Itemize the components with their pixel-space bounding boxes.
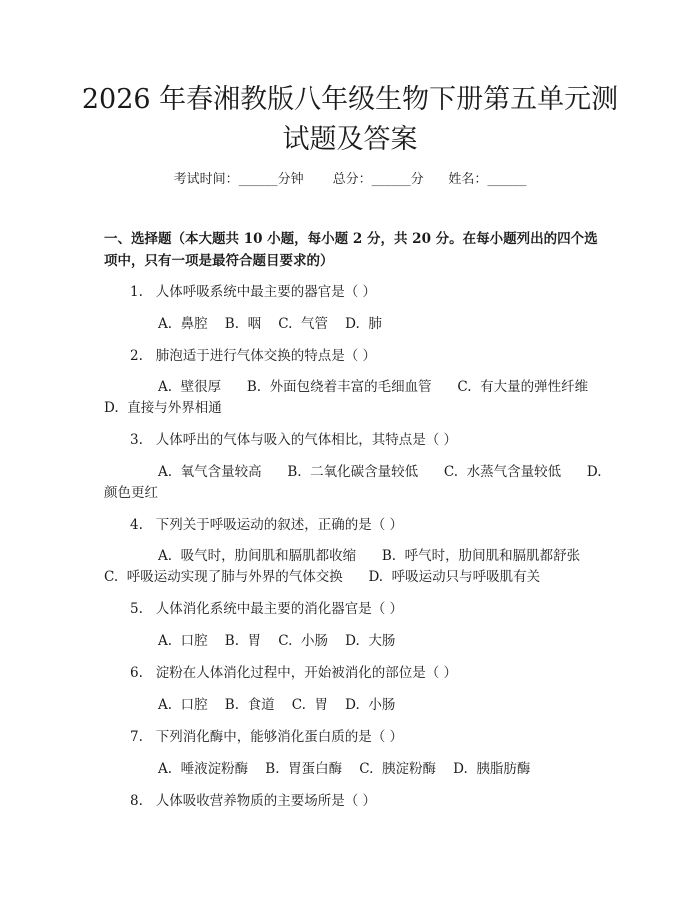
name-blank: ______	[487, 172, 527, 187]
question-5-options: A. 口腔 B. 胃 C. 小肠 D. 大肠	[158, 633, 396, 649]
question-1-options: A. 鼻腔 B. 咽 C. 气管 D. 肺	[158, 316, 382, 332]
question-number: 5.	[130, 601, 143, 617]
exam-info-line	[0, 168, 700, 187]
question-stem: 淀粉在人体消化过程中，开始被消化的部位是（ ）	[155, 665, 458, 681]
time-unit: 分钟	[277, 172, 304, 187]
question-stem: 下列消化酶中，能够消化蛋白质的是（ ）	[155, 729, 404, 745]
question-8	[130, 791, 376, 811]
question-number: 8.	[130, 793, 143, 809]
question-4-options-line-1: A. 吸气时，肋间肌和膈肌都收缩 B. 呼气时，肋间肌和膈肌都舒张	[158, 548, 581, 564]
section-heading-line-2: 项中，只有一项是最符合题目要求的）	[104, 253, 334, 269]
question-3	[130, 430, 457, 450]
question-stem: 下列关于呼吸运动的叙述，正确的是（ ）	[155, 517, 404, 533]
question-6	[130, 663, 457, 683]
question-number: 1.	[130, 284, 143, 300]
score-blank: ______	[371, 172, 411, 187]
question-7-options: A. 唾液淀粉酶 B. 胃蛋白酶 C. 胰淀粉酶 D. 胰脂肪酶	[158, 761, 531, 777]
section-heading-line-1: 一、选择题（本大题共 10 小题，每小题 2 分，共 20 分。在每小题列出的四个选	[104, 231, 598, 247]
question-stem: 人体吸收营养物质的主要场所是（ ）	[155, 793, 377, 809]
question-5	[130, 599, 403, 619]
question-stem: 人体呼出的气体与吸入的气体相比，其特点是（ ）	[155, 432, 458, 448]
question-number: 2.	[130, 348, 143, 364]
question-4-options-line-2: C. 呼吸运动实现了肺与外界的气体交换 D. 呼吸运动只与呼吸肌有关	[104, 569, 541, 585]
question-stem: 人体呼吸系统中最主要的器官是（ ）	[155, 284, 377, 300]
question-3-options-line-2: 颜色更红	[104, 485, 158, 501]
question-number: 6.	[130, 665, 143, 681]
exam-title-line-2: 试题及答案	[282, 124, 418, 155]
question-stem: 肺泡适于进行气体交换的特点是（ ）	[155, 348, 377, 364]
time-label: 考试时间：	[173, 172, 239, 187]
score-label: 总分：	[332, 172, 372, 187]
question-7	[130, 727, 403, 747]
question-2-options-line-1: A. 壁很厚 B. 外面包绕着丰富的毛细血管 C. 有大量的弹性纤维	[158, 379, 589, 395]
question-number: 7.	[130, 729, 143, 745]
score-unit: 分	[410, 172, 424, 187]
question-4	[130, 515, 403, 535]
question-stem: 人体消化系统中最主要的消化器官是（ ）	[155, 601, 404, 617]
question-number: 3.	[130, 432, 143, 448]
question-2	[130, 346, 376, 366]
question-3-options-line-1: A. 氧气含量较高 B. 二氧化碳含量较低 C. 水蒸气含量较低 D.	[158, 464, 602, 480]
question-6-options: A. 口腔 B. 食道 C. 胃 D. 小肠	[158, 697, 396, 713]
question-2-options-line-2: D. 直接与外界相通	[104, 400, 222, 416]
time-blank: ______	[238, 172, 278, 187]
name-label: 姓名：	[448, 172, 488, 187]
question-1	[130, 282, 376, 302]
question-number: 4.	[130, 517, 143, 533]
exam-title-line-1: 2026 年春湘教版八年级生物下册第五单元测	[81, 84, 619, 115]
